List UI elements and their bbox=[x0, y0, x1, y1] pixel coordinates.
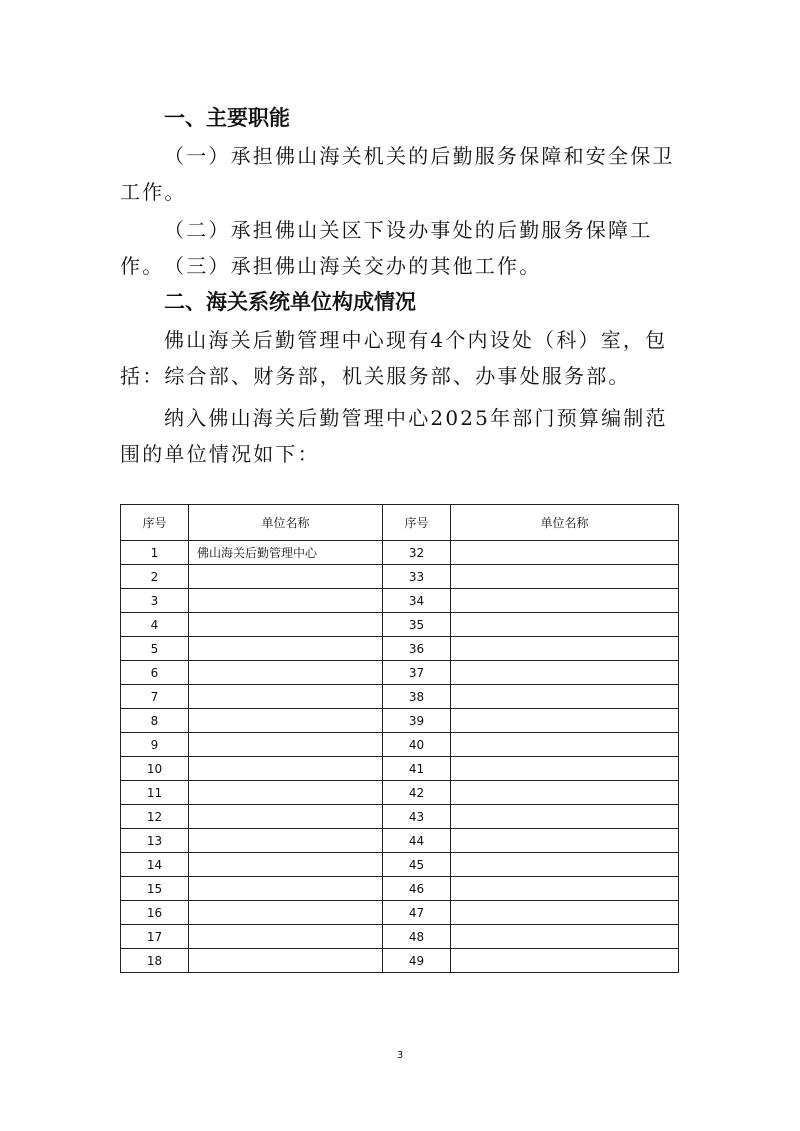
unit-name-cell-left bbox=[189, 781, 383, 805]
composition-paragraph: 佛山海关后勤管理中心现有4个内设处（科）室，包括：综合部、财务部，机关服务部、办事处服务部。 bbox=[120, 328, 668, 388]
unit-name-cell-left bbox=[189, 949, 383, 973]
seq-cell-right: 46 bbox=[383, 877, 451, 901]
table-row bbox=[121, 637, 679, 661]
seq-cell-left: 9 bbox=[121, 733, 189, 757]
unit-name-cell-left bbox=[189, 661, 383, 685]
seq-cell-right: 35 bbox=[383, 613, 451, 637]
section-heading-main-functions: 一、主要职能 bbox=[164, 106, 290, 130]
seq-cell-left: 7 bbox=[121, 685, 189, 709]
seq-cell-right: 47 bbox=[383, 901, 451, 925]
header-unit-name-left: 单位名称 bbox=[189, 505, 383, 541]
table-row bbox=[121, 949, 679, 973]
seq-cell-right: 44 bbox=[383, 829, 451, 853]
seq-cell-left: 2 bbox=[121, 565, 189, 589]
table-row bbox=[121, 781, 679, 805]
seq-cell-left: 18 bbox=[121, 949, 189, 973]
unit-name-cell-left bbox=[189, 637, 383, 661]
table-body bbox=[121, 541, 679, 973]
unit-name-cell-right bbox=[451, 877, 679, 901]
seq-cell-left: 6 bbox=[121, 661, 189, 685]
table-row bbox=[121, 901, 679, 925]
unit-name-cell-left bbox=[189, 709, 383, 733]
seq-cell-right: 41 bbox=[383, 757, 451, 781]
header-seq-right: 序号 bbox=[383, 505, 451, 541]
seq-cell-right: 43 bbox=[383, 805, 451, 829]
seq-cell-right: 40 bbox=[383, 733, 451, 757]
unit-name-cell-right bbox=[451, 901, 679, 925]
seq-cell-right: 38 bbox=[383, 685, 451, 709]
unit-name-cell-left bbox=[189, 805, 383, 829]
seq-cell-right: 36 bbox=[383, 637, 451, 661]
seq-cell-left: 13 bbox=[121, 829, 189, 853]
header-unit-name-right: 单位名称 bbox=[451, 505, 679, 541]
table-row bbox=[121, 541, 679, 565]
unit-name-cell-right bbox=[451, 757, 679, 781]
seq-cell-left: 1 bbox=[121, 541, 189, 565]
table-header-row bbox=[121, 505, 679, 541]
unit-name-cell-right bbox=[451, 685, 679, 709]
table-row bbox=[121, 589, 679, 613]
table-row bbox=[121, 613, 679, 637]
unit-name-cell-right bbox=[451, 853, 679, 877]
unit-name-cell-left bbox=[189, 589, 383, 613]
budget-scope-paragraph: 纳入佛山海关后勤管理中心2025年部门预算编制范围的单位情况如下： bbox=[120, 406, 668, 466]
header-seq-left: 序号 bbox=[121, 505, 189, 541]
table-row bbox=[121, 685, 679, 709]
unit-name-cell-left bbox=[189, 757, 383, 781]
table-row bbox=[121, 661, 679, 685]
table-row bbox=[121, 709, 679, 733]
unit-name-cell-right bbox=[451, 781, 679, 805]
seq-cell-right: 42 bbox=[383, 781, 451, 805]
seq-cell-left: 3 bbox=[121, 589, 189, 613]
section-heading-unit-composition: 二、海关系统单位构成情况 bbox=[164, 290, 416, 314]
seq-cell-left: 14 bbox=[121, 853, 189, 877]
seq-cell-left: 15 bbox=[121, 877, 189, 901]
unit-name-cell-right bbox=[451, 925, 679, 949]
seq-cell-left: 11 bbox=[121, 781, 189, 805]
unit-name-cell-right bbox=[451, 589, 679, 613]
unit-name-cell-left bbox=[189, 685, 383, 709]
function-item-2: （二）承担佛山关区下设办事处的后勤服务保障工作。 bbox=[120, 218, 653, 278]
unit-name-cell-right bbox=[451, 613, 679, 637]
seq-cell-left: 4 bbox=[121, 613, 189, 637]
unit-name-cell-right bbox=[451, 805, 679, 829]
unit-name-cell-left bbox=[189, 925, 383, 949]
seq-cell-right: 45 bbox=[383, 853, 451, 877]
seq-cell-right: 39 bbox=[383, 709, 451, 733]
page-number: 3 bbox=[396, 1050, 404, 1061]
table-row bbox=[121, 853, 679, 877]
seq-cell-right: 33 bbox=[383, 565, 451, 589]
unit-name-cell-right bbox=[451, 565, 679, 589]
unit-name-cell-left bbox=[189, 901, 383, 925]
seq-cell-left: 5 bbox=[121, 637, 189, 661]
unit-name-cell-left bbox=[189, 613, 383, 637]
table-row bbox=[121, 877, 679, 901]
function-item-3: （三）承担佛山海关交办的其他工作。 bbox=[164, 254, 542, 278]
table-row bbox=[121, 925, 679, 949]
table-row bbox=[121, 757, 679, 781]
table-row bbox=[121, 733, 679, 757]
seq-cell-left: 12 bbox=[121, 805, 189, 829]
unit-name-cell-left bbox=[189, 877, 383, 901]
table-row bbox=[121, 805, 679, 829]
unit-name-cell-right bbox=[451, 637, 679, 661]
seq-cell-right: 49 bbox=[383, 949, 451, 973]
unit-name-cell-right bbox=[451, 949, 679, 973]
seq-cell-right: 34 bbox=[383, 589, 451, 613]
seq-cell-left: 16 bbox=[121, 901, 189, 925]
unit-table bbox=[120, 504, 679, 973]
seq-cell-right: 32 bbox=[383, 541, 451, 565]
unit-name-cell-right bbox=[451, 733, 679, 757]
function-item-1: （一）承担佛山海关机关的后勤服务保障和安全保卫工作。 bbox=[120, 144, 675, 204]
unit-name-cell-right bbox=[451, 661, 679, 685]
unit-name-cell-left bbox=[189, 829, 383, 853]
unit-name-cell-right bbox=[451, 541, 679, 565]
unit-name-cell-left bbox=[189, 733, 383, 757]
unit-name-cell-right bbox=[451, 829, 679, 853]
unit-name-cell-left bbox=[189, 565, 383, 589]
seq-cell-left: 17 bbox=[121, 925, 189, 949]
table-row bbox=[121, 829, 679, 853]
unit-name-cell-left bbox=[189, 853, 383, 877]
unit-name-cell-left: 佛山海关后勤管理中心 bbox=[189, 541, 383, 565]
seq-cell-right: 48 bbox=[383, 925, 451, 949]
seq-cell-left: 10 bbox=[121, 757, 189, 781]
seq-cell-right: 37 bbox=[383, 661, 451, 685]
table-row bbox=[121, 565, 679, 589]
seq-cell-left: 8 bbox=[121, 709, 189, 733]
unit-name-cell-right bbox=[451, 709, 679, 733]
